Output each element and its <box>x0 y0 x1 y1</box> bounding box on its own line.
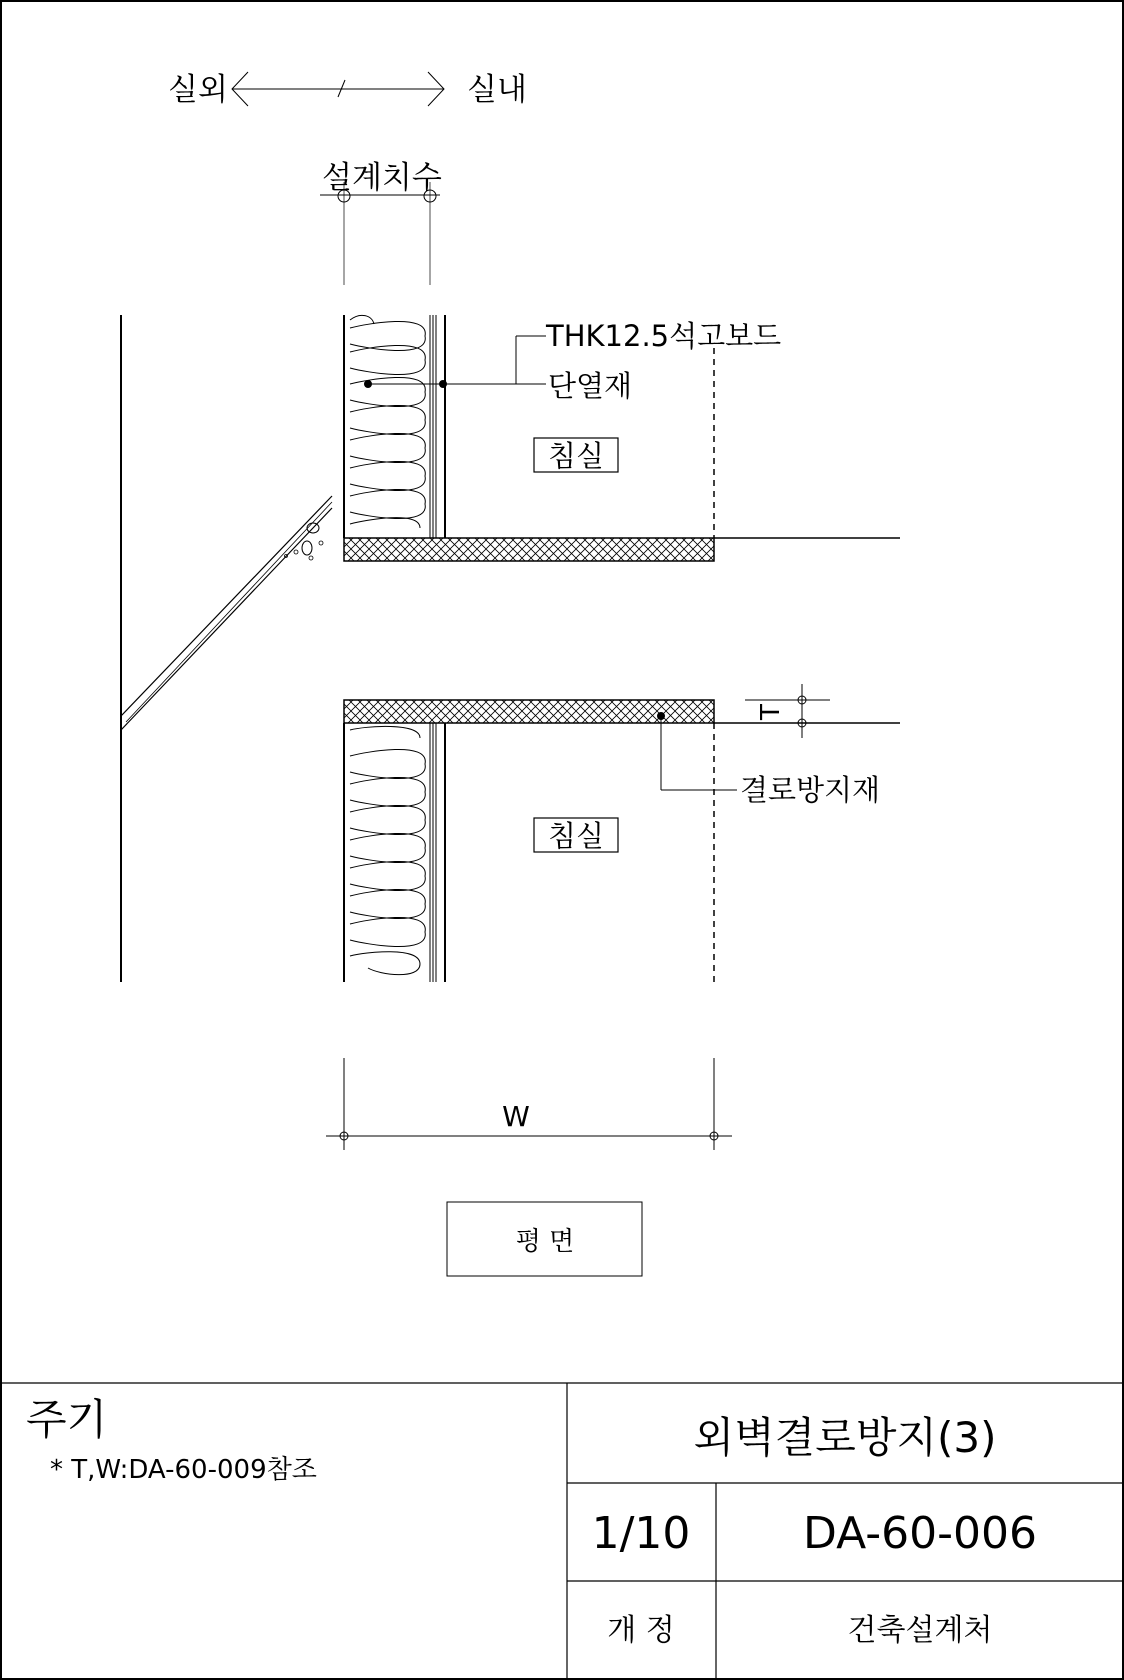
lower-condensation-strip <box>344 700 714 723</box>
sheet-title: 외벽결로방지(3) <box>693 1413 997 1462</box>
office-name: 건축설계처 <box>847 1613 993 1648</box>
diagonal-wall-edge <box>121 496 332 730</box>
drawing-number: DA-60-006 <box>803 1508 1037 1559</box>
notes-heading: 주기 <box>26 1395 108 1444</box>
outside-label: 실외 <box>168 72 228 108</box>
reference-note: * T,W:DA-60-009참조 <box>50 1455 317 1485</box>
lower-wall <box>344 723 445 982</box>
inside-label: 실내 <box>467 72 527 108</box>
revision-label: 개 정 <box>607 1613 675 1648</box>
t-dimension-label: T <box>756 704 786 720</box>
sealant-blobs <box>285 523 324 560</box>
condensation-material-label: 결로방지재 <box>740 773 881 807</box>
upper-condensation-strip <box>344 538 714 561</box>
w-dimension-label: W <box>502 1100 530 1133</box>
upper-insulation <box>350 315 425 528</box>
upper-wall <box>344 315 445 538</box>
scale-value: 1/10 <box>591 1508 691 1559</box>
lower-insulation <box>350 726 425 974</box>
direction-arrow <box>232 72 444 106</box>
gypsum-board-label: THK12.5석고보드 <box>546 319 782 353</box>
view-title: 평 면 <box>515 1227 575 1257</box>
lower-room-tag: 침실 <box>547 819 605 853</box>
insulation-label: 단열재 <box>548 369 633 403</box>
material-leader <box>364 336 546 388</box>
design-dimension-label: 설계치수 <box>322 160 442 196</box>
design-dimension-line <box>320 182 440 285</box>
upper-room-tag: 침실 <box>547 439 605 473</box>
